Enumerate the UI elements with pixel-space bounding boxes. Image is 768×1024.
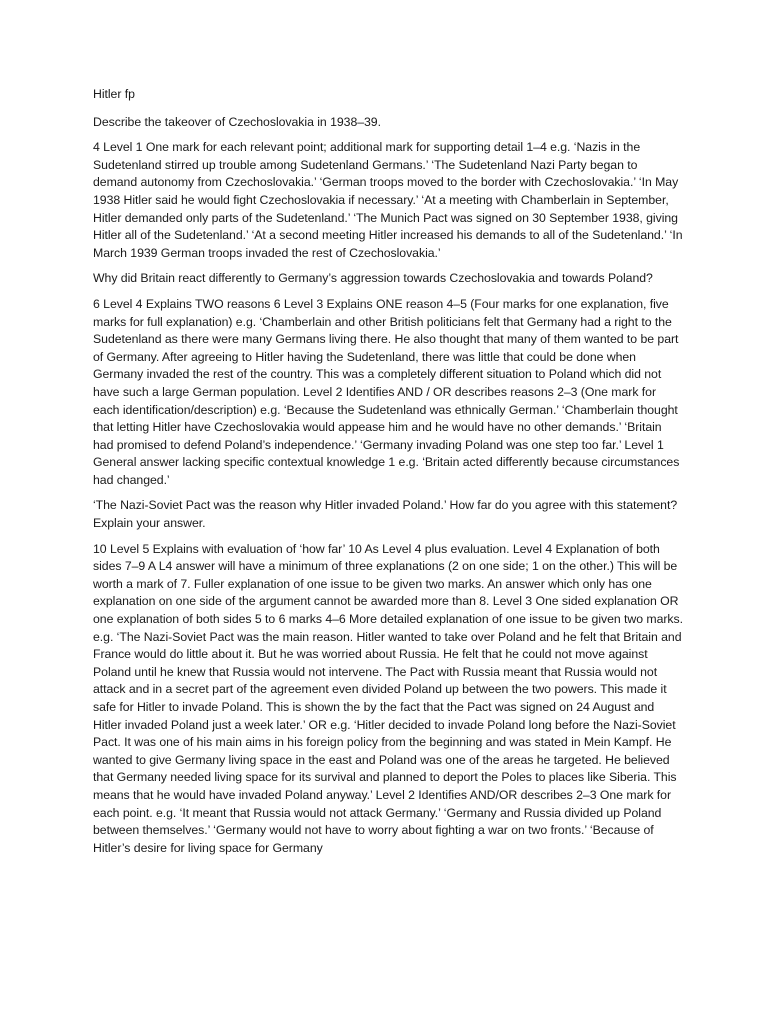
question-1: Describe the takeover of Czechoslovakia in 1938–39. (93, 114, 381, 129)
question-3: ‘The Nazi-Soviet Pact was the reason why Hitler invaded Poland.’ How far do you agree with this statement? Explain your answer. (93, 498, 678, 531)
document-title: Hitler fp (93, 87, 135, 101)
answer-2: 6 Level 4 Explains TWO reasons 6 Level 3 Explains ONE reason 4–5 (Four marks for one explanation, five marks for full explanation) e.g. ‘Chamberlain and other British politicians felt that Germany had a right to the Sudetenland as there were many Germans living there. He also thought that many of them wanted to be part of Germany. After agreeing to Hitler having the Sudetenland, there was little that could be done when Germany invaded the rest of the country. This was a completely different situation to Poland which did not have such a large German population. Level 2 Identifies AND / OR describes reasons 2–3 (One mark for each identification/description) e.g. ‘Because the Sudetenland was ethnically German.’ ‘Chamberlain thought that letting Hitler have Czechoslovakia would appease him and he would have no other demands.’ ‘Britain had promised to defend Poland’s independence.’ ‘Germany invading Poland was one step too far.’ Level 1 General answer lacking specific contextual knowledge 1 e.g. ‘Britain acted differently because circumstances had changed.’ (93, 296, 680, 487)
document-page (93, 86, 683, 865)
answer-1: 4 Level 1 One mark for each relevant point; additional mark for supporting detail 1–4 e.g. ‘Nazis in the Sudetenland stirred up trouble among Sudetenland Germans.’ ‘The Sudetenland Nazi Party began to demand autonomy from Czechoslovakia.’ ‘German troops moved to the border with Czechoslovakia.’ ‘In May 1938 Hitler said he would fight Czechoslovakia if necessary.’ ‘At a meeting with Chamberlain in September, Hitler demanded only parts of the Sudetenland.’ ‘The Munich Pact was signed on 30 September 1938, giving Hitler all of the Sudetenland.’ ‘At a second meeting Hitler increased his demands to all of the Sudetenland.’ ‘In March 1939 German troops invaded the rest of Czechoslovakia.’ (93, 140, 683, 260)
answer-3: 10 Level 5 Explains with evaluation of ‘how far’ 10 As Level 4 plus evaluation. Level 4 Explanation of both sides 7–9 A L4 answer will have a minimum of three explanations (2 on one side; 1 on the other.) This will be worth a mark of 7. Fuller explanation of one issue to be given two marks. An answer which only has one explanation on one side of the argument cannot be awarded more than 8. Level 3 One sided explanation OR one explanation of both sides 5 to 6 marks 4–6 More detailed explanation of one issue to be given two marks. e.g. ‘The Nazi-Soviet Pact was the main reason. Hitler wanted to take over Poland and he felt that Britain and France would do little about it. But he was worried about Russia. He felt that he could not move against Poland until he knew that Russia would not intervene. The Pact with Russia meant that Russia would not attack and in a secret part of the agreement even divided Poland up between the two powers. This made it safe for Hitler to invade Poland. This is shown the by the fact that the Pact was signed on 24 August and Hitler invaded Poland just a week later.’ OR e.g. ‘Hitler decided to invade Poland long before the Nazi-Soviet Pact. It was one of his main aims in his foreign policy from the beginning and was stated in Mein Kampf. He wanted to give Germany living space in the east and Poland was one of the areas he targeted. He believed that Germany needed living space for its survival and planned to deport the Poles to places like Siberia. This means that he would have invaded Poland anyway.’ Level 2 Identifies AND/OR describes 2–3 One mark for each point. e.g. ‘It meant that Russia would not attack Germany.’ ‘Germany and Russia divided up Poland between themselves.’ ‘Germany would not have to worry about fighting a war on two fronts.’ ‘Because of Hitler’s desire for living space for Germany (93, 541, 683, 855)
question-2: Why did Britain react differently to Germany’s aggression towards Czechoslovakia and towards Poland? (93, 271, 653, 286)
